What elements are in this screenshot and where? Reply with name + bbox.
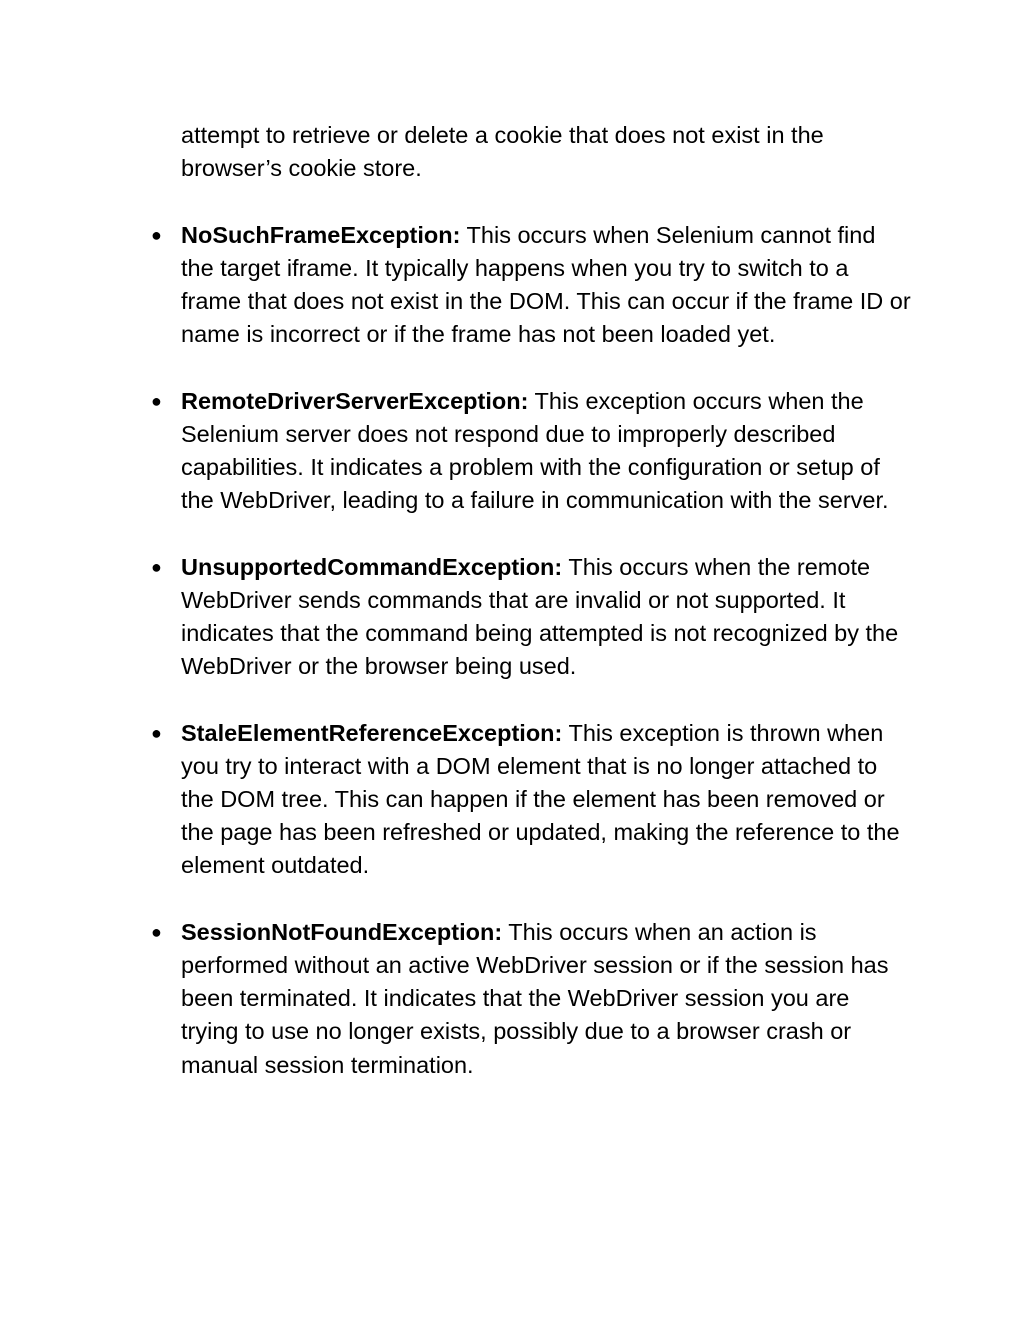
exception-term: SessionNotFoundException: bbox=[181, 918, 503, 945]
exception-term: StaleElementReferenceException: bbox=[181, 719, 563, 746]
intro-paragraph: attempt to retrieve or delete a cookie that does not exist in the browser’s cookie store. bbox=[181, 122, 824, 182]
exception-description: This occurs when an action is performed without an active WebDriver session or if the session has been terminated. It indicates that the WebDriver session you are trying to use no longer exists, possibly due to a browser crash or manual session termination. bbox=[181, 918, 889, 1078]
exception-term: UnsupportedCommandException: bbox=[181, 553, 563, 580]
page-content bbox=[151, 119, 911, 1082]
exception-list bbox=[151, 219, 911, 1082]
exception-term: NoSuchFrameException: bbox=[181, 221, 461, 248]
exception-description: This exception is thrown when you try to interact with a DOM element that is no longer attached to the DOM tree. This can happen if the element has been removed or the page has been refreshed or updated, making the reference to the element outdated. bbox=[181, 719, 900, 879]
list-item bbox=[151, 551, 911, 684]
bullet-icon: ● bbox=[151, 224, 162, 245]
list-item bbox=[151, 385, 911, 518]
exception-description: This exception occurs when the Selenium server does not respond due to improperly described capabilities. It indicates a problem with the configuration or setup of the WebDriver, leading to a failure in communication with the server. bbox=[181, 387, 889, 514]
exception-description: This occurs when the remote WebDriver sends commands that are invalid or not supported. It indicates that the command being attempted is not recognized by the WebDriver or the browser being used. bbox=[181, 553, 899, 680]
list-item bbox=[151, 717, 911, 883]
bullet-icon: ● bbox=[151, 921, 162, 942]
exception-term: RemoteDriverServerException: bbox=[181, 387, 529, 414]
list-item bbox=[151, 219, 911, 352]
exception-description: This occurs when Selenium cannot find the target iframe. It typically happens when you try to switch to a frame that does not exist in the DOM. This can occur if the frame ID or name is incorrect or if the frame has not been loaded yet. bbox=[181, 221, 911, 348]
bullet-icon: ● bbox=[151, 722, 162, 743]
list-item bbox=[151, 916, 911, 1082]
bullet-icon: ● bbox=[151, 556, 162, 577]
bullet-icon: ● bbox=[151, 390, 162, 411]
